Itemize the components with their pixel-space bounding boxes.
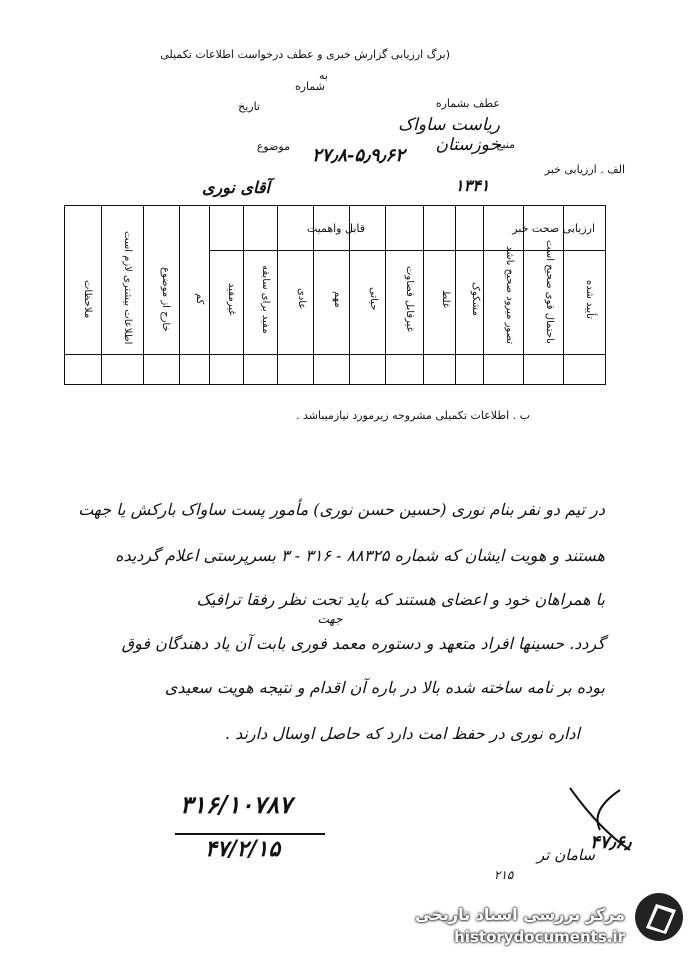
label-number: شماره	[294, 80, 325, 93]
table-vline	[101, 206, 102, 384]
handwritten-line: هستند و هویت ایشان که شماره ۸۸۳۲۵ - ۳۱۶ - ۳ بسرپرستی اعلام گردیده	[115, 546, 605, 565]
col-more-info-needed: اطلاعات بیشتری لازم است	[122, 230, 133, 344]
label-source: منبع	[496, 138, 515, 151]
year-value: ۱۳۴۱	[455, 176, 490, 195]
table-vline	[385, 206, 386, 384]
col-probably-true: باحتمال قوی صحیح است	[544, 240, 555, 344]
col-little: کم	[194, 293, 205, 305]
col-remarks: ملاحظات	[82, 279, 93, 319]
table-row-divider	[65, 354, 605, 355]
archive-logo-icon	[632, 890, 687, 945]
handwritten-line: بوده بر نامه ساخته شده بالا در باره آن اقدام و نتیجه هویت سعیدی	[164, 678, 605, 697]
handwritten-line: در تیم دو نفر بنام نوری (حسین حسن نوری) مأمور پست ساواک بارکش یا جهت	[78, 500, 605, 519]
col-not-useful: غیرمفید	[226, 282, 237, 316]
right-signature: سامان تر	[537, 846, 595, 864]
handwritten-line: اداره نوری در حفظ امت دارد که حاصل اوسال دارند .	[224, 724, 580, 743]
group-accuracy-header: ارزیابی صحت خبر	[512, 222, 595, 235]
col-possibly-true: تصور میرود صحیح باشد	[504, 245, 515, 344]
date-value: ۲۷٫۸-۵٫۹٫۶۲	[312, 145, 405, 166]
col-useful-record: مفید برای سابقه	[260, 264, 271, 334]
handwritten-line: با همراهان خود و اعضای هستند که باید تحت نظر رفقا ترافیک	[196, 590, 605, 609]
supplementary-note: ب . اطلاعات تکمیلی مشروحه زیرمورد نیازمیباشد .	[295, 409, 530, 422]
addressee: آقای نوری	[201, 178, 270, 197]
watermark-title: مرکز بررسی اسناد تاریخی	[415, 905, 625, 924]
col-vital: حیاتی	[368, 287, 379, 311]
letter-date: ۴۷/۲/۱۵	[205, 836, 281, 862]
table-vline	[143, 206, 144, 384]
table-vline	[243, 206, 244, 384]
table-vline	[209, 206, 210, 384]
form-title: (برگ ارزیابی گزارش خبری و عطف درخواست اطلاعات تکمیلی	[160, 48, 450, 61]
label-subject: موضوع	[256, 140, 290, 153]
letter-number: ۳۱۶/۱۰۷۸۷	[180, 790, 292, 819]
col-cannot-judge: غیرقابل قضاوت	[404, 266, 415, 332]
col-ordinary: عادی	[296, 288, 307, 310]
col-confirmed: تأیید شده	[584, 279, 595, 319]
col-doubtful: مشکوک	[470, 282, 481, 316]
handwritten-line: گردد. حسینها افراد متعهد و دستوره معمد فوری بابت آن یاد دهندگان فوق	[121, 634, 605, 653]
small-note: ۲۱۵	[494, 868, 514, 882]
col-off-topic: خارج از موضوع	[160, 266, 171, 332]
source-value: ریاست ساواک خوزستان	[397, 115, 500, 155]
col-important: مهم	[332, 290, 343, 308]
table-vline	[179, 206, 180, 384]
right-fraction: ۴۷٫۶٫	[590, 832, 631, 853]
label-be: به	[319, 69, 328, 82]
watermark-url: historydocuments.ir	[454, 928, 625, 946]
label-ref-number: عطف بشماره	[435, 97, 500, 110]
col-false: غلط	[440, 289, 451, 309]
label-date: تاریخ	[238, 100, 260, 113]
group-importance-header: قابل واهمیت	[306, 222, 365, 235]
inserted-word: جهت	[317, 612, 343, 626]
fraction-bar	[175, 833, 325, 835]
evaluation-table	[64, 205, 606, 385]
table-vline	[423, 206, 424, 384]
evaluation-label: الف . ارزیابی خبر	[544, 163, 625, 176]
